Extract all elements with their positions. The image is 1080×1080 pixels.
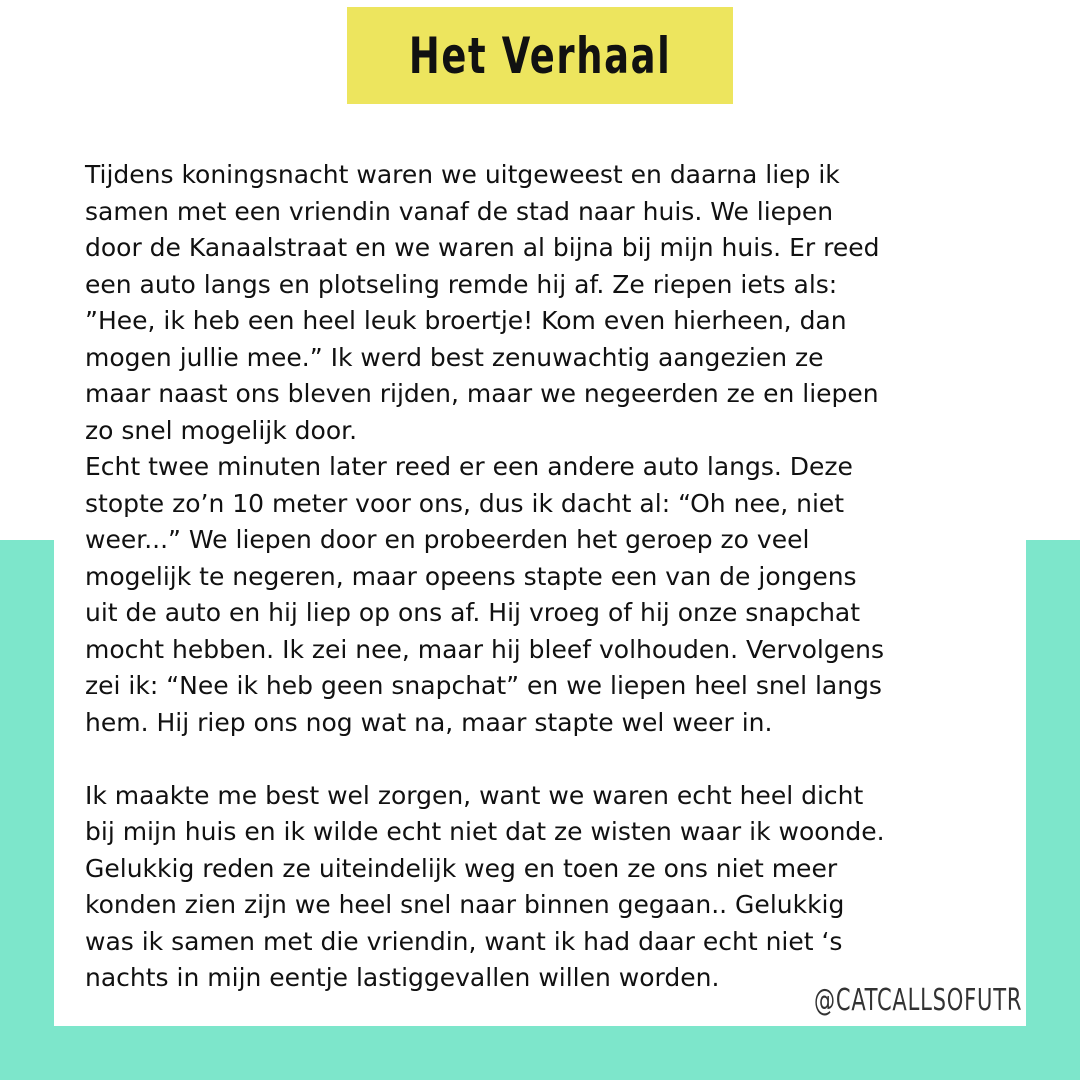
story-line: Ik maakte me best wel zorgen, want we waren echt heel dicht xyxy=(85,780,864,810)
paragraph-gap xyxy=(85,741,1015,778)
story-line: Gelukkig reden ze uiteindelijk weg en toen ze ons niet meer xyxy=(85,853,838,883)
story-line: zei ik: “Nee ik heb geen snapchat” en we liepen heel snel langs xyxy=(85,671,882,700)
title-highlight xyxy=(347,7,733,104)
story-text xyxy=(85,157,1015,997)
story-line: ”Hee, ik heb een heel leuk broertje! Kom even hierheen, dan xyxy=(85,306,847,335)
story-line: uit de auto en hij liep op ons af. Hij vroeg of hij onze snapchat xyxy=(85,598,861,627)
page-title: Het Verhaal xyxy=(408,26,672,85)
story-line: mocht hebben. Ik zei nee, maar hij bleef volhouden. Vervolgens xyxy=(85,634,884,664)
story-line: hem. Hij riep ons nog wat na, maar stapte wel weer in. xyxy=(85,707,773,737)
story-line: nachts in mijn eentje lastiggevallen willen worden. xyxy=(85,963,720,992)
story-line: door de Kanaalstraat en we waren al bijna bij mijn huis. Er reed xyxy=(85,233,880,262)
story-line: mogen jullie mee.” Ik werd best zenuwachtig aangezien ze xyxy=(85,342,824,372)
story-line: was ik samen met die vriendin, want ik had daar echt niet ‘s xyxy=(85,926,843,956)
story-line: bij mijn huis en ik wilde echt niet dat ze wisten waar ik woonde. xyxy=(85,817,885,846)
story-line: stopte zo’n 10 meter voor ons, dus ik dacht al: “Oh nee, niet xyxy=(85,488,845,518)
story-line: mogelijk te negeren, maar opeens stapte een van de jongens xyxy=(85,561,857,591)
story-line: een auto langs en plotseling remde hij af. Ze riepen iets als: xyxy=(85,269,838,299)
handle-text: @CATCALLSOFUTR xyxy=(814,982,1023,1018)
story-line: samen met een vriendin vanaf de stad naar huis. We liepen xyxy=(85,196,834,226)
story-line: zo snel mogelijk door. xyxy=(85,415,358,445)
social-handle xyxy=(812,975,1026,1025)
story-line: weer...” We liepen door en probeerden het geroep zo veel xyxy=(85,525,810,554)
story-line: maar naast ons bleven rijden, maar we negeerden ze en liepen xyxy=(85,379,879,408)
story-line: konden zien zijn we heel snel naar binnen gegaan.. Gelukkig xyxy=(85,890,845,919)
story-line: Tijdens koningsnacht waren we uitgeweest en daarna liep ik xyxy=(85,160,840,189)
story-line: Echt twee minuten later reed er een andere auto langs. Deze xyxy=(85,452,853,481)
